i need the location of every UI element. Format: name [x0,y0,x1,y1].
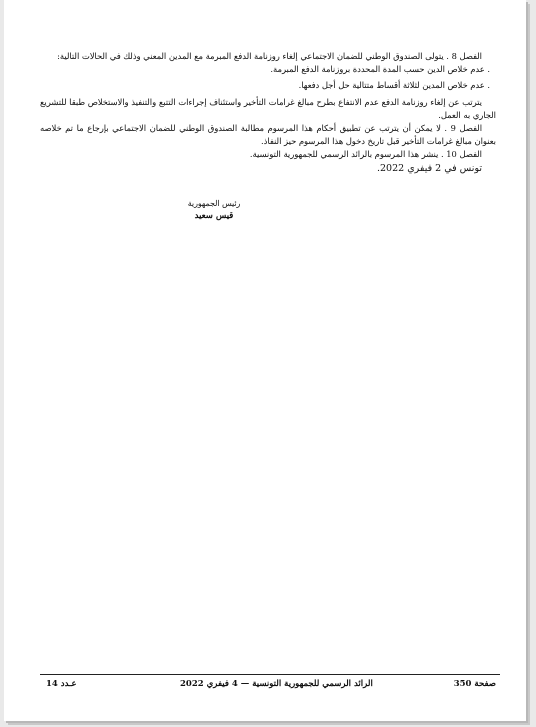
signature-block [154,198,274,223]
page-footer [40,679,500,693]
page-shadow-bottom [8,721,530,725]
footer-page-number: صفحة 350 [453,679,496,689]
footer-issue-number: عـدد 14 [46,679,77,689]
document-date: تونس في 2 فيفري 2022. [376,162,482,174]
document-body [40,50,496,175]
paragraph-article-10: الفصل 10 . ينشر هذا المرسوم بالرائد الرسمي للجمهورية التونسية. [249,149,482,160]
paragraph-article-9: الفصل 9 . لا يمكن أن يترتب عن تطبيق أحكام هذا المرسوم مطالبة الصندوق الوطني للضمان الاجتماعي بإرجاع ما تم خلاصه بعنوان مبالغ غرامات التأخير قبل تاريخ دخول هذا المرسوم حيز النفاذ. [40,123,496,147]
document-page [4,0,526,721]
footer-journal-title: الرائد الرسمي للجمهورية التونسية — 4 فيفري 2022 [180,679,373,689]
signature-title: رئيس الجمهورية [187,199,241,208]
page-shadow-right [526,4,530,725]
footer-divider [40,674,500,675]
paragraph-cancellation-effect: يترتب عن إلغاء روزنامة الدفع عدم الانتفاع بطرح مبالغ غرامات التأخير واستئناف إجراءات التتبع والتنفيذ والاستخلاص طبقا للتشريع الجاري به العمل. [40,96,496,120]
list-item-condition-2: . عدم خلاص المدين لثلاثة أقساط متتالية حل أجل دفعها. [298,80,490,91]
paragraph-article-8: الفصل 8 . يتولى الصندوق الوطني للضمان الاجتماعي إلغاء روزنامة الدفع المبرمة مع المدين المعني وذلك في الحالات التالية: [57,51,482,61]
list-item-condition-1: . عدم خلاص الدين حسب المدة المحددة بروزنامة الدفع المبرمة. [270,64,490,75]
signature-name: قيس سعيد [194,211,234,221]
